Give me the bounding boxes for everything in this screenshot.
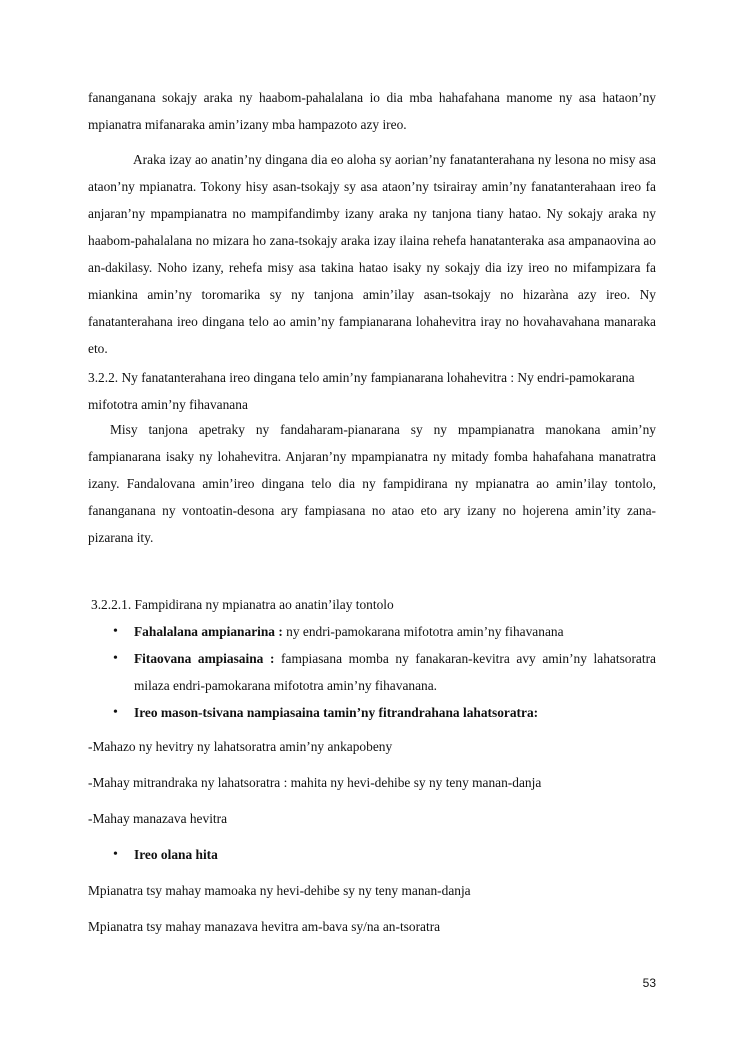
criteria-line: -Mahay mitrandraka ny lahatsoratra : mahita ny hevi-dehibe sy ny teny manan-danja — [88, 775, 542, 790]
paragraph-objectives: Misy tanjona apetraky ny fandaharam-pianarana sy ny mpampianatra manokana amin’ny fampianarana isaky ny lohahevitra. Anjaran’ny mpampianatra ny mitady fomba hahafahana manatratra izany. Fandalovana amin’ireo dingana telo dia ny fampidirana ny mpianatra ao amin’ilay tontolo, fananganana ny vontoatin-desona ary fampiasana no atao eto ary izany no hojerena amin’ity zana-pizarana ity. — [88, 422, 656, 545]
problem-line: Mpianatra tsy mahay manazava hevitra am-bava sy/na an-tsoratra — [88, 919, 441, 934]
page-number: 53 — [642, 976, 656, 990]
criteria-line: -Mahay manazava hevitra — [88, 811, 228, 826]
list-item: • Fahalalana ampianarina : ny endri-pamokarana mifototra amin’ny fihavanana — [88, 618, 656, 645]
problem-line: Mpianatra tsy mahay mamoaka ny hevi-dehibe sy ny teny manan-danja — [88, 883, 471, 898]
paragraph-continuation: fananganana sokajy araka ny haabom-pahalalana io dia mba hahafahana manome ny asa hataon’ny mpianatra mifanaraka amin’izany mba hampazoto azy ireo. — [88, 90, 656, 132]
paragraph-stages: Araka izay ao anatin’ny dingana dia eo aloha sy aorian’ny fanatanterahana ny lesona no misy asa ataon’ny mpianatra. Tokony hisy asan-tsokajy sy asa ataon’ny tsirairay amin’ny fanatanterahaan ireo fa anjaran’ny mpampianatra no mampifandimby izany araka ny tanjona tiany hatao. Ny sokajy araka ny haabom-pahalalana no mizara ho zana-tsokajy araka izay ilaina rehefa hanatanteraka asa ampanaovina ao an-dakilasy. Noho izany, rehefa misy asa takina hatao isaky ny sokajy dia izy ireo no mifampizara fa miankina amin’ny toromarika sy ny tanjona amin’ilay asan-tsokajy no hizaràna azy ireo. Ny fanatanterahana ireo dingana telo ao amin’ny fampianarana lohahevitra iray no hovahavahana manaraka eto. — [88, 152, 656, 356]
section-heading-3-2-2-1: 3.2.2.1. Fampidirana ny mpianatra ao anatin’ilay tontolo — [91, 597, 394, 612]
section-heading-3-2-2: 3.2.2. Ny fanatanterahana ireo dingana telo amin’ny fampianarana lohahevitra : Ny endri-pamokarana mifototra amin’ny fihavanana — [88, 370, 635, 412]
criteria-line: -Mahazo ny hevitry ny lahatsoratra amin’ny ankapobeny — [88, 739, 393, 754]
bullet-list-main — [88, 618, 656, 726]
list-item: • Ireo mason-tsivana nampiasaina tamin’ny fitrandrahana lahatsoratra: — [88, 699, 656, 726]
list-item: • Ireo olana hita — [88, 841, 656, 868]
list-item: • Fitaovana ampiasaina : fampiasana momba ny fanakaran-kevitra avy amin’ny lahatsoratra milaza endri-pamokarana mifototra amin’ny fihavanana. — [88, 645, 656, 699]
bullet-list-problems — [88, 841, 656, 868]
